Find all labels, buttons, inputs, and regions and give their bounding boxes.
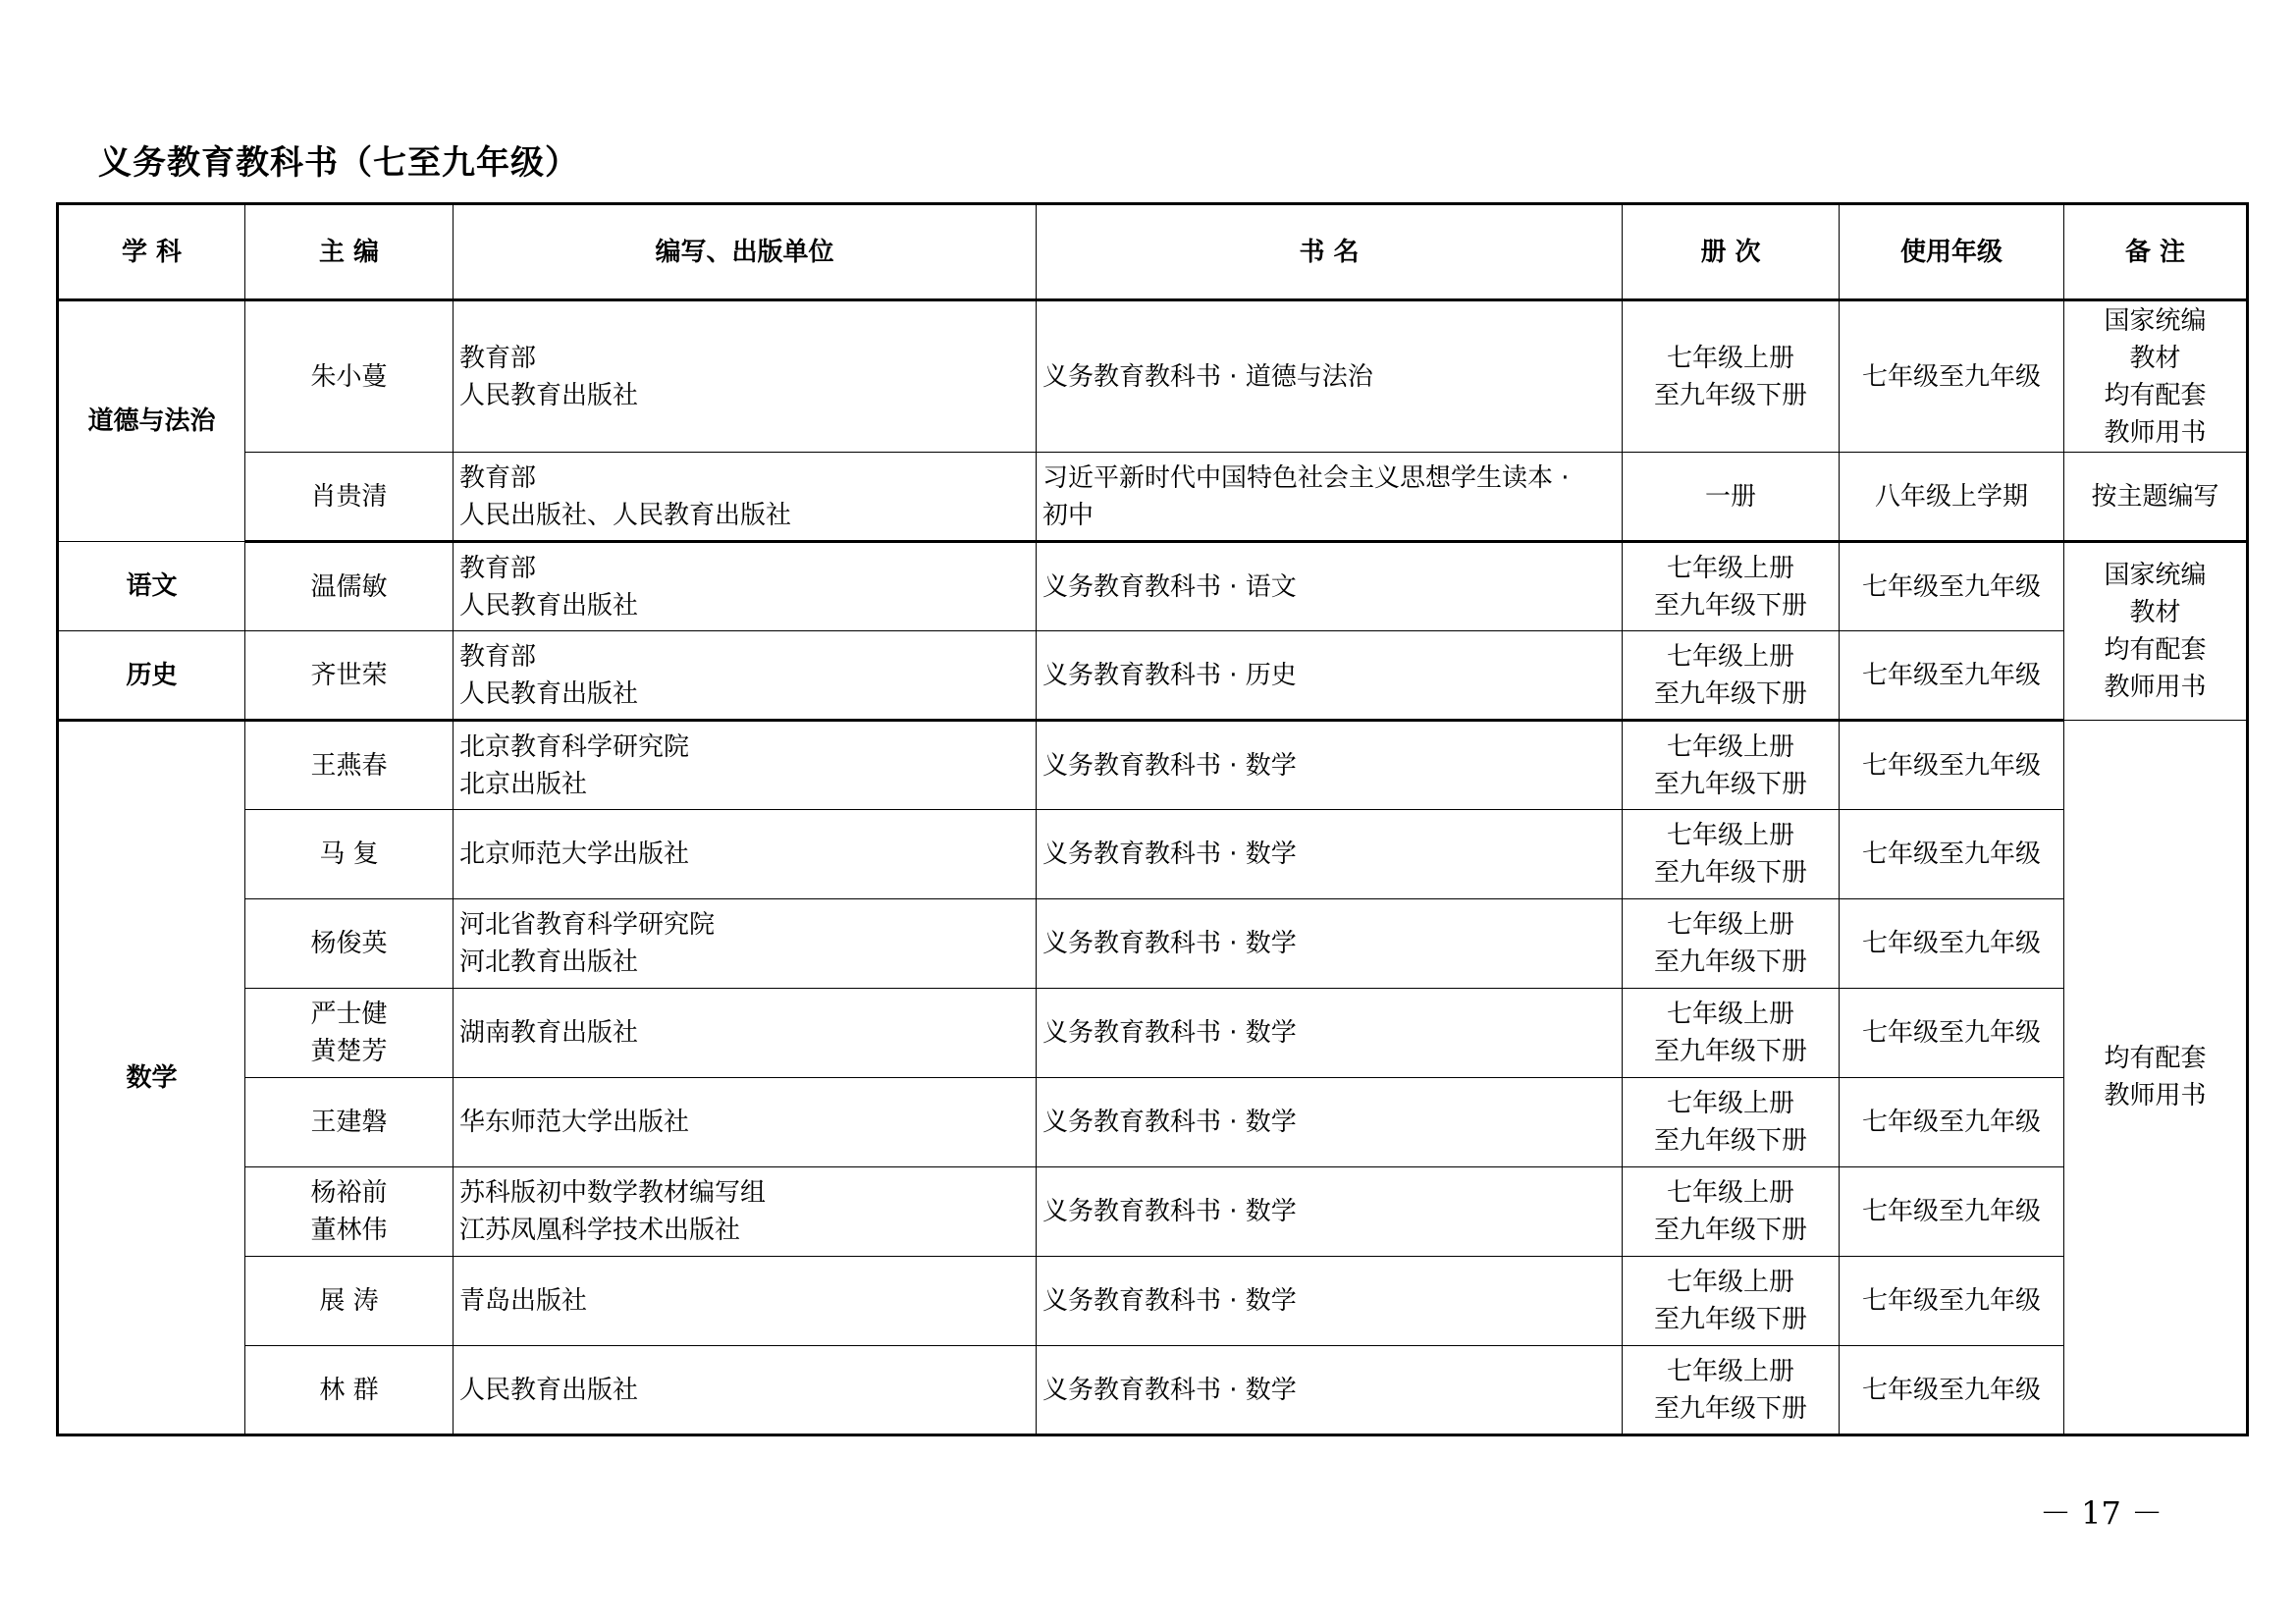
book-cell: 义务教育教科书 · 数学 <box>1037 810 1623 899</box>
book-cell: 义务教育教科书 · 数学 <box>1037 1167 1623 1257</box>
editor-cell: 林 群 <box>245 1346 454 1435</box>
editor-cell: 王燕春 <box>245 721 454 810</box>
publisher-cell: 青岛出版社 <box>454 1257 1037 1346</box>
publisher-cell: 湖南教育出版社 <box>454 989 1037 1078</box>
remark-cell: 按主题编写 <box>2064 453 2248 542</box>
table-row <box>58 300 2248 453</box>
table-row <box>58 810 2248 899</box>
publisher-cell: 教育部 人民教育出版社 <box>454 300 1037 453</box>
publisher-cell: 苏科版初中数学教材编写组 江苏凤凰科学技术出版社 <box>454 1167 1037 1257</box>
book-cell: 习近平新时代中国特色社会主义思想学生读本 · 初中 <box>1037 453 1623 542</box>
volume-cell: 七年级上册 至九年级下册 <box>1623 542 1840 631</box>
table-row <box>58 1346 2248 1435</box>
grade-cell: 七年级至九年级 <box>1840 1257 2064 1346</box>
header-subject: 学 科 <box>58 204 245 300</box>
remark-cell: 均有配套 教师用书 <box>2064 721 2248 1435</box>
editor-cell: 杨裕前 董林伟 <box>245 1167 454 1257</box>
editor-cell: 马 复 <box>245 810 454 899</box>
volume-cell: 七年级上册 至九年级下册 <box>1623 810 1840 899</box>
subject-cell-chinese: 语文 <box>58 542 245 631</box>
book-cell: 义务教育教科书 · 数学 <box>1037 1078 1623 1167</box>
header-book: 书 名 <box>1037 204 1623 300</box>
editor-cell: 齐世荣 <box>245 631 454 721</box>
table-row <box>58 631 2248 721</box>
book-cell: 义务教育教科书 · 道德与法治 <box>1037 300 1623 453</box>
textbook-table <box>56 202 2249 1436</box>
book-cell: 义务教育教科书 · 数学 <box>1037 1257 1623 1346</box>
table-row <box>58 1257 2248 1346</box>
editor-cell: 展 涛 <box>245 1257 454 1346</box>
editor-cell: 肖贵清 <box>245 453 454 542</box>
publisher-cell: 教育部 人民出版社、人民教育出版社 <box>454 453 1037 542</box>
table-row <box>58 453 2248 542</box>
textbook-table-container <box>56 202 2249 1436</box>
volume-cell: 七年级上册 至九年级下册 <box>1623 1257 1840 1346</box>
volume-cell: 七年级上册 至九年级下册 <box>1623 899 1840 989</box>
grade-cell: 七年级至九年级 <box>1840 1078 2064 1167</box>
grade-cell: 七年级至九年级 <box>1840 810 2064 899</box>
grade-cell: 七年级至九年级 <box>1840 1346 2064 1435</box>
volume-cell: 七年级上册 至九年级下册 <box>1623 300 1840 453</box>
header-remark: 备 注 <box>2064 204 2248 300</box>
publisher-cell: 北京教育科学研究院 北京出版社 <box>454 721 1037 810</box>
header-editor: 主 编 <box>245 204 454 300</box>
book-cell: 义务教育教科书 · 数学 <box>1037 899 1623 989</box>
table-row <box>58 899 2248 989</box>
header-row <box>58 204 2248 300</box>
header-volume: 册 次 <box>1623 204 1840 300</box>
grade-cell: 七年级至九年级 <box>1840 721 2064 810</box>
editor-cell: 严士健 黄楚芳 <box>245 989 454 1078</box>
editor-cell: 朱小蔓 <box>245 300 454 453</box>
editor-cell: 王建磐 <box>245 1078 454 1167</box>
table-row <box>58 1167 2248 1257</box>
book-cell: 义务教育教科书 · 语文 <box>1037 542 1623 631</box>
page-title: 义务教育教科书（七至九年级） <box>98 143 579 183</box>
volume-cell: 七年级上册 至九年级下册 <box>1623 989 1840 1078</box>
book-cell: 义务教育教科书 · 历史 <box>1037 631 1623 721</box>
grade-cell: 七年级至九年级 <box>1840 300 2064 453</box>
table-row <box>58 989 2248 1078</box>
grade-cell: 八年级上学期 <box>1840 453 2064 542</box>
header-publisher: 编写、出版单位 <box>454 204 1037 300</box>
book-cell: 义务教育教科书 · 数学 <box>1037 721 1623 810</box>
publisher-cell: 人民教育出版社 <box>454 1346 1037 1435</box>
table-row <box>58 1078 2248 1167</box>
subject-cell-history: 历史 <box>58 631 245 721</box>
publisher-cell: 华东师范大学出版社 <box>454 1078 1037 1167</box>
volume-cell: 七年级上册 至九年级下册 <box>1623 1078 1840 1167</box>
page-number: － 17 － <box>2040 1494 2163 1532</box>
remark-cell: 国家统编 教材 均有配套 教师用书 <box>2064 542 2248 721</box>
volume-cell: 一册 <box>1623 453 1840 542</box>
volume-cell: 七年级上册 至九年级下册 <box>1623 631 1840 721</box>
header-grade: 使用年级 <box>1840 204 2064 300</box>
editor-cell: 温儒敏 <box>245 542 454 631</box>
editor-cell: 杨俊英 <box>245 899 454 989</box>
remark-cell: 国家统编 教材 均有配套 教师用书 <box>2064 300 2248 453</box>
subject-cell-math: 数学 <box>58 721 245 1435</box>
grade-cell: 七年级至九年级 <box>1840 899 2064 989</box>
book-cell: 义务教育教科书 · 数学 <box>1037 1346 1623 1435</box>
publisher-cell: 北京师范大学出版社 <box>454 810 1037 899</box>
volume-cell: 七年级上册 至九年级下册 <box>1623 721 1840 810</box>
publisher-cell: 教育部 人民教育出版社 <box>454 542 1037 631</box>
grade-cell: 七年级至九年级 <box>1840 989 2064 1078</box>
grade-cell: 七年级至九年级 <box>1840 1167 2064 1257</box>
volume-cell: 七年级上册 至九年级下册 <box>1623 1167 1840 1257</box>
table-row <box>58 721 2248 810</box>
publisher-cell: 河北省教育科学研究院 河北教育出版社 <box>454 899 1037 989</box>
grade-cell: 七年级至九年级 <box>1840 631 2064 721</box>
publisher-cell: 教育部 人民教育出版社 <box>454 631 1037 721</box>
subject-cell-moral: 道德与法治 <box>58 300 245 542</box>
book-cell: 义务教育教科书 · 数学 <box>1037 989 1623 1078</box>
table-row <box>58 542 2248 631</box>
grade-cell: 七年级至九年级 <box>1840 542 2064 631</box>
volume-cell: 七年级上册 至九年级下册 <box>1623 1346 1840 1435</box>
